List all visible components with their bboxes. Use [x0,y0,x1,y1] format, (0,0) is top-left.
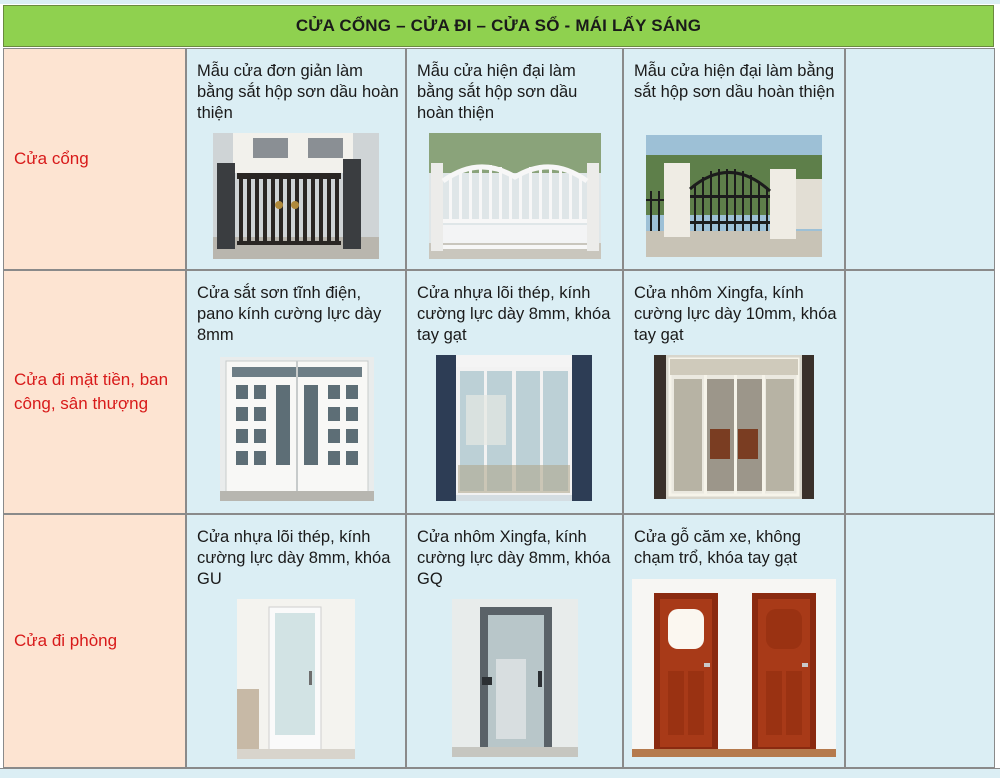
catalog-item [623,48,845,270]
catalog-item [623,270,845,514]
row-label-room-door: Cửa đi phòng [3,514,186,768]
catalog-item [186,48,406,270]
empty-cell [845,48,995,270]
door-upvc-sliding-image [436,355,592,501]
row-label-gate: Cửa cổng [3,48,186,270]
item-description: Cửa nhôm Xingfa, kính cường lực dày 10mm, khóa tay gạt [634,284,837,344]
item-description: Cửa gỗ căm xe, không chạm trổ, khóa tay gạt [634,528,801,567]
empty-cell [845,270,995,514]
door-wood-pair-image [632,579,836,757]
item-description: Mẫu cửa đơn giản làm bằng sắt hộp sơn dầu hoàn thiện [197,62,399,122]
door-upvc-frosted-image [237,599,355,759]
door-aluminum-grey-image [452,599,578,757]
gate-arched-white-image [429,133,601,259]
catalog-item [406,270,623,514]
item-description: Mẫu cửa hiện đại làm bằng sắt hộp sơn dầu hoàn thiện [634,62,835,101]
door-aluminum-xingfa-image [654,355,814,499]
catalog-item [186,514,406,768]
catalog-item [406,48,623,270]
table-title: CỬA CỔNG – CỬA ĐI – CỬA SỔ - MÁI LẤY SÁNG [3,5,994,47]
empty-cell [845,514,995,768]
row-label-front-door: Cửa đi mặt tiền, ban công, sân thượng [3,270,186,514]
table-top-strip [0,0,1000,4]
gate-simple-image [213,133,379,259]
catalog-item [406,514,623,768]
catalog-item [623,514,845,768]
item-description: Cửa nhôm Xingfa, kính cường lực dày 8mm, khóa GQ [417,528,611,588]
item-description: Cửa nhựa lõi thép, kính cường lực dày 8mm, khóa tay gạt [417,284,611,344]
door-white-steel-glass-image [220,357,374,501]
item-description: Cửa sắt sơn tĩnh điện, pano kính cường lực dày 8mm [197,284,382,344]
gate-ornate-black-image [646,135,822,257]
item-description: Cửa nhựa lõi thép, kính cường lực dày 8mm, khóa GU [197,528,391,588]
item-description: Mẫu cửa hiện đại làm bằng sắt hộp sơn dầu hoàn thiện [417,62,578,122]
catalog-item [186,270,406,514]
